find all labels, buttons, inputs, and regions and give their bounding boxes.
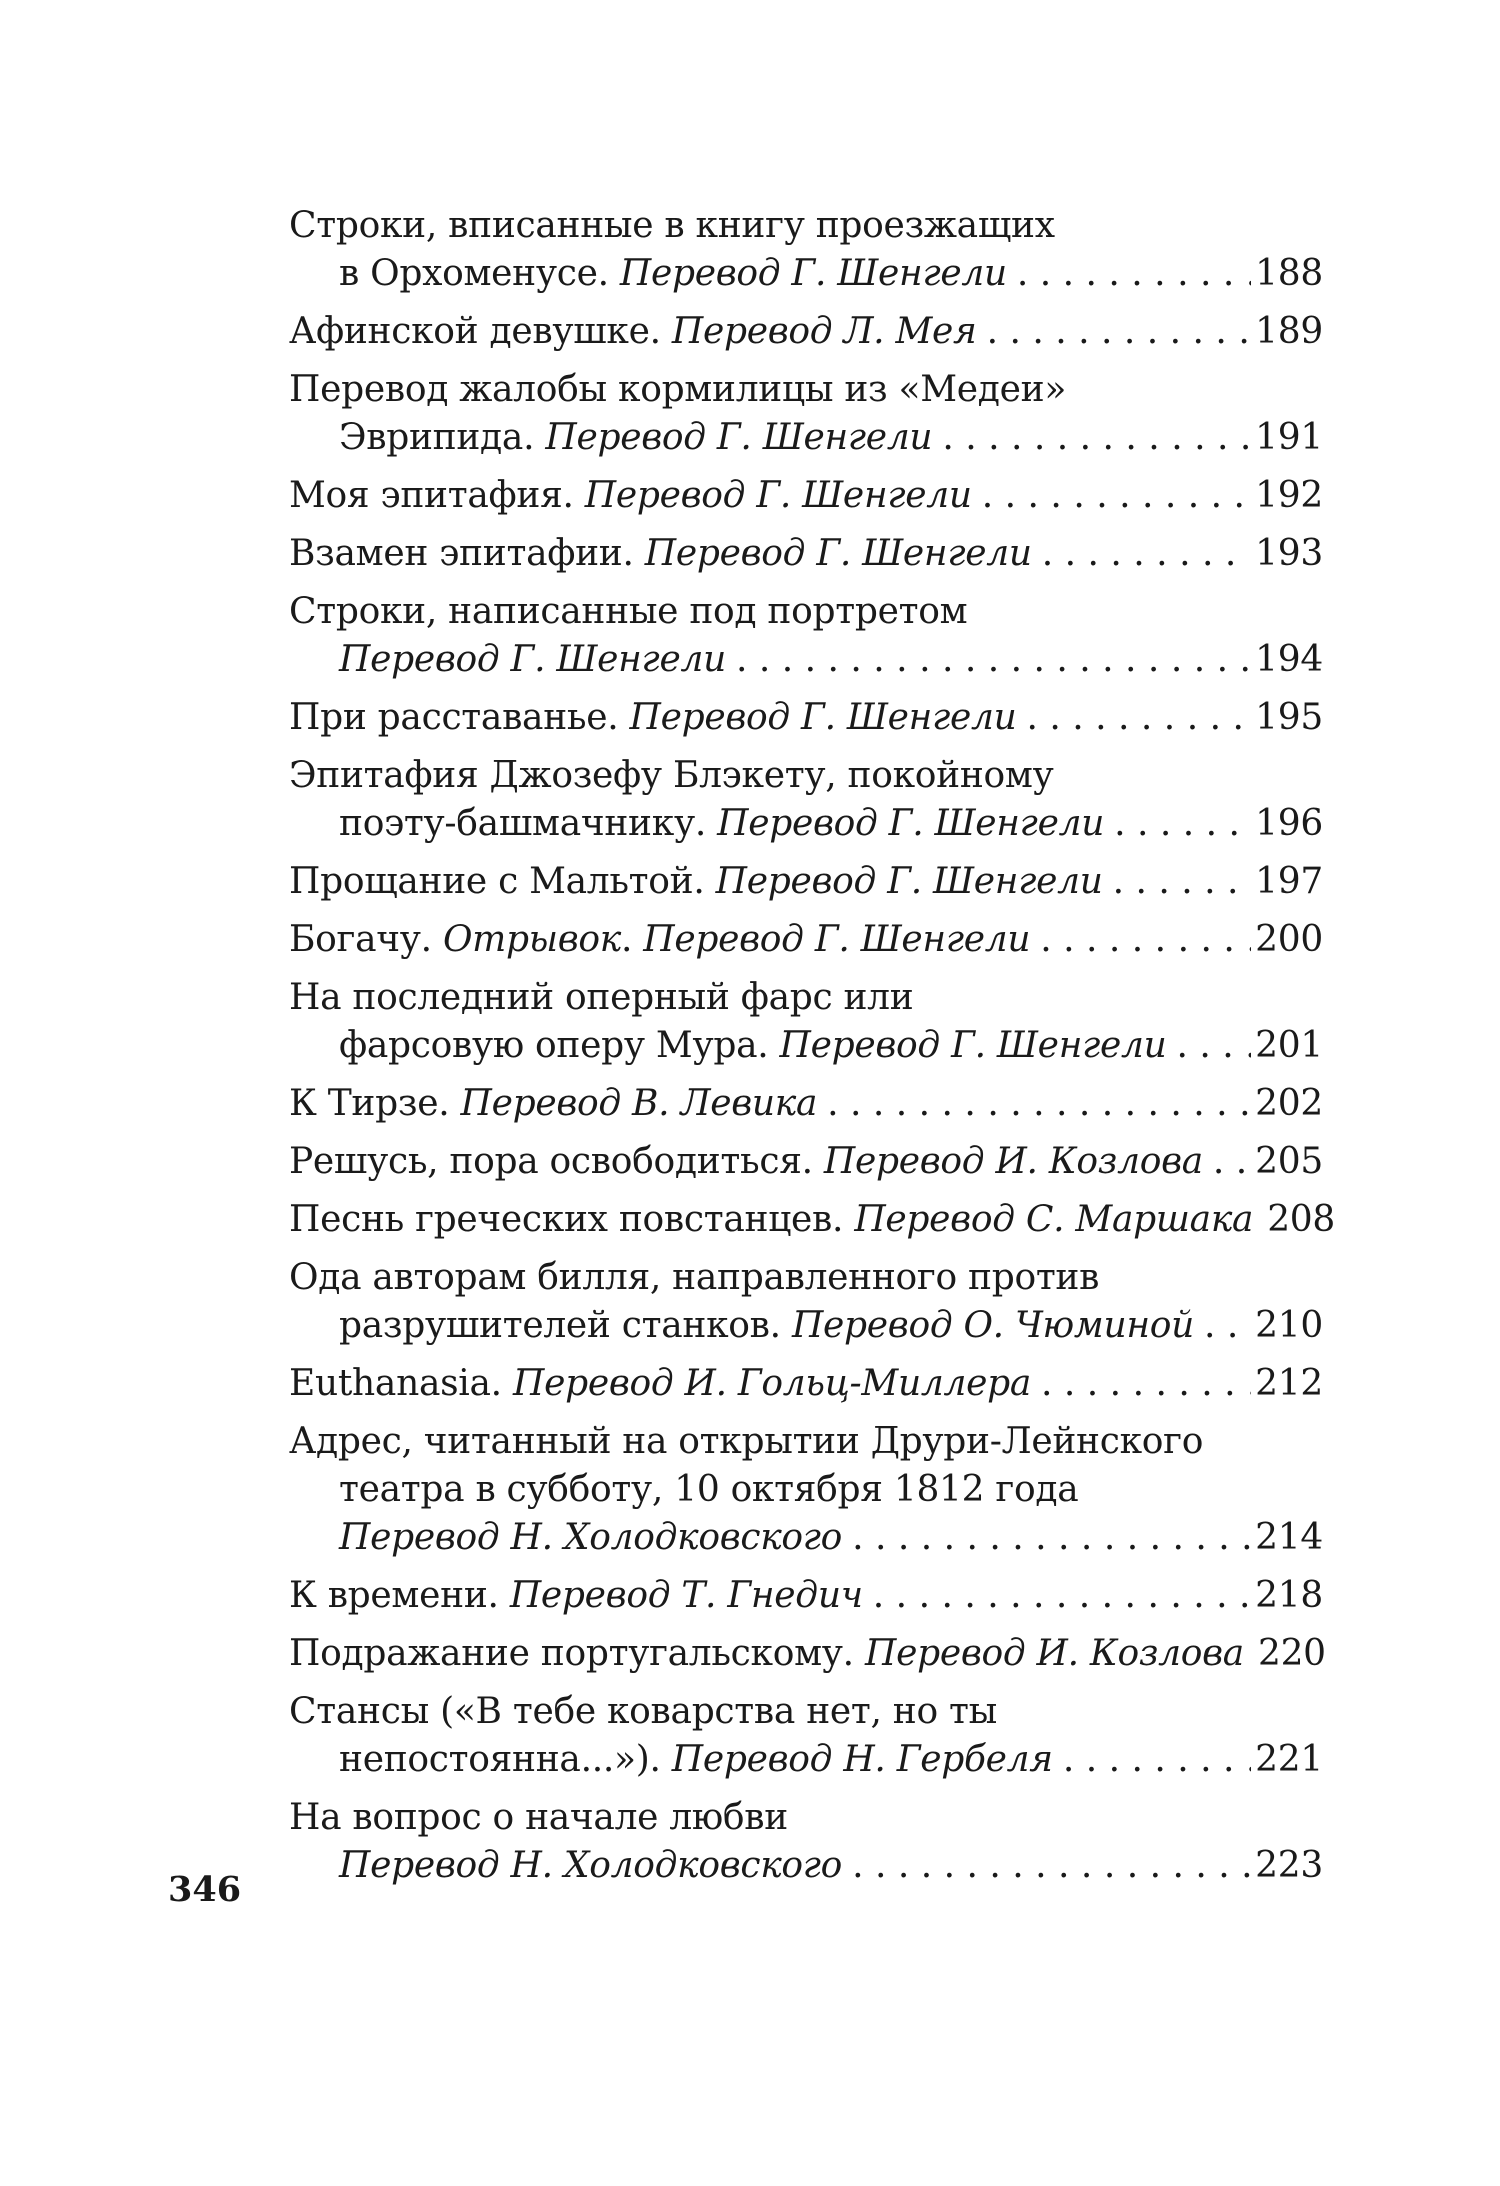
toc-entry-text — [339, 250, 1007, 298]
toc-entry — [289, 530, 1323, 578]
toc-page-number: 201 — [1255, 1025, 1323, 1066]
dot-leader — [1113, 858, 1252, 906]
toc-entry-line — [289, 1360, 1323, 1408]
title-text: Богачу. — [289, 919, 443, 960]
toc-entry-line — [289, 1688, 1323, 1736]
translator-credit: Перевод Н. Холодковского — [339, 1517, 843, 1558]
toc-page-number: 191 — [1255, 417, 1323, 458]
title-text: Адрес, читанный на открытии Друри-Лейнского — [289, 1421, 1204, 1462]
toc-entry-line — [289, 530, 1323, 578]
toc-page-number: 188 — [1255, 253, 1323, 294]
toc-page-number: 202 — [1255, 1083, 1323, 1124]
toc-entry-text — [289, 752, 1054, 800]
toc-entry-line — [289, 974, 1323, 1022]
translator-credit: Перевод И. Гольц-Миллера — [512, 1363, 1032, 1404]
translator-credit: Перевод Н. Холодковского — [339, 1845, 843, 1886]
toc-entry-text — [289, 1688, 997, 1736]
toc-entry — [289, 1080, 1323, 1128]
toc-entry-line — [289, 694, 1323, 742]
toc-entry-line — [289, 916, 1323, 964]
dot-leader — [1114, 800, 1251, 848]
title-text: Ода авторам билля, направленного против — [289, 1257, 1100, 1298]
translator-credit: Перевод И. Козлова — [864, 1633, 1244, 1674]
toc-entry-text — [289, 1630, 1244, 1678]
translator-credit: Перевод Г. Шенгели — [644, 533, 1032, 574]
toc-entry-line — [289, 472, 1323, 520]
translator-credit: Перевод С. Маршака — [854, 1199, 1254, 1240]
toc-entry — [289, 308, 1323, 356]
toc-entry-text — [289, 1418, 1203, 1466]
toc-page-number: 212 — [1255, 1363, 1323, 1404]
toc-entry-line — [289, 1138, 1323, 1186]
toc-entry-text — [289, 366, 1066, 414]
toc-entry-line — [289, 752, 1323, 800]
toc-entry — [289, 1572, 1323, 1620]
translator-credit: Перевод В. Левика — [460, 1083, 818, 1124]
toc-entry-text — [339, 1514, 842, 1562]
toc-entry-line — [289, 858, 1323, 906]
toc-entry-text — [289, 202, 1055, 250]
translator-credit: Отрывок — [442, 919, 621, 960]
translator-credit: Перевод Г. Шенгели — [619, 253, 1007, 294]
title-text: К Тирзе. — [289, 1083, 461, 1124]
toc-page-number: 193 — [1255, 533, 1323, 574]
title-text: На вопрос о начале любви — [289, 1797, 788, 1838]
translator-credit: Перевод Н. Гербеля — [671, 1739, 1053, 1780]
dot-leader — [1213, 1138, 1251, 1186]
toc-entry — [289, 752, 1323, 848]
toc-entry-text — [289, 1794, 788, 1842]
dot-leader — [1041, 1360, 1251, 1408]
toc-entry-line — [289, 1572, 1323, 1620]
toc-entry-line — [289, 414, 1323, 462]
toc-entry-text — [289, 1080, 817, 1128]
toc-entry-text — [339, 1302, 1194, 1350]
toc-entry — [289, 366, 1323, 462]
dot-leader — [873, 1572, 1251, 1620]
toc-entry-line — [289, 1022, 1323, 1070]
toc-entry-line — [289, 1302, 1323, 1350]
toc-entry-line — [289, 1842, 1323, 1890]
toc-entry-line — [289, 1514, 1323, 1562]
title-text: . — [620, 919, 644, 960]
toc-entry-line — [289, 636, 1323, 684]
translator-credit: Перевод Т. Гнедич — [509, 1575, 863, 1616]
title-text: в Орхоменусе. — [339, 253, 620, 294]
toc-page-number: 214 — [1255, 1517, 1323, 1558]
dot-leader — [1017, 250, 1251, 298]
toc-entry — [289, 694, 1323, 742]
title-text: непостоянна...»). — [339, 1739, 672, 1780]
dot-leader — [1177, 1022, 1252, 1070]
dot-leader — [1040, 916, 1251, 964]
toc-entry — [289, 588, 1323, 684]
toc-entry-text — [289, 694, 1016, 742]
toc-entry-text — [289, 1254, 1099, 1302]
toc-entry-text — [289, 1360, 1031, 1408]
dot-leader — [982, 472, 1251, 520]
translator-credit: Перевод Л. Мея — [671, 311, 977, 352]
toc-entry-text — [339, 1736, 1053, 1784]
toc-entry-line — [289, 800, 1323, 848]
title-text: Подражание португальскому. — [289, 1633, 865, 1674]
toc-entry-text — [289, 308, 977, 356]
toc-entry-line — [289, 1630, 1326, 1678]
toc-page-number: 220 — [1257, 1633, 1326, 1674]
toc-page-number: 189 — [1255, 311, 1323, 352]
toc-page-number: 208 — [1267, 1199, 1336, 1240]
toc-entry-text — [289, 530, 1032, 578]
title-text: Решусь, пора освободиться. — [289, 1141, 824, 1182]
toc-entry-line — [289, 1418, 1323, 1466]
toc-entry-text — [339, 1842, 842, 1890]
translator-credit: Перевод И. Козлова — [823, 1141, 1203, 1182]
title-text: Эврипида. — [339, 417, 546, 458]
toc-entry-text — [289, 916, 1030, 964]
toc-entry-line — [289, 1794, 1323, 1842]
toc-entry-line — [289, 1466, 1323, 1514]
title-text: поэту-башмачнику. — [339, 803, 718, 844]
toc-page-number: 223 — [1255, 1845, 1323, 1886]
translator-credit: Перевод Г. Шенгели — [643, 919, 1031, 960]
toc-entry — [289, 1630, 1326, 1678]
toc-entry-text — [289, 588, 967, 636]
toc-page-number: 194 — [1255, 639, 1323, 680]
title-text: Перевод жалобы кормилицы из «Медеи» — [289, 369, 1067, 410]
title-text: Песнь греческих повстанцев. — [289, 1199, 855, 1240]
title-text: Euthanasia. — [289, 1363, 513, 1404]
title-text: фарсовую оперу Мура. — [339, 1025, 780, 1066]
translator-credit: Перевод Г. Шенгели — [715, 861, 1103, 902]
toc-page-number: 192 — [1255, 475, 1323, 516]
toc-page-number: 221 — [1255, 1739, 1323, 1780]
dot-leader — [987, 308, 1252, 356]
dot-leader — [942, 414, 1251, 462]
toc-entry-text — [339, 414, 932, 462]
toc-entry-line — [289, 308, 1323, 356]
table-of-contents — [289, 202, 1336, 1900]
dot-leader — [1026, 694, 1251, 742]
toc-entry-line — [289, 250, 1323, 298]
toc-entry-text — [289, 472, 972, 520]
toc-entry-text — [289, 1196, 1253, 1244]
toc-entry — [289, 858, 1323, 906]
toc-entry — [289, 916, 1323, 964]
title-text: При расставанье. — [289, 697, 630, 738]
translator-credit: Перевод О. Чюминой — [791, 1305, 1194, 1346]
translator-credit: Перевод Г. Шенгели — [717, 803, 1105, 844]
toc-page-number: 200 — [1255, 919, 1323, 960]
translator-credit: Перевод Г. Шенгели — [545, 417, 933, 458]
toc-entry-line — [289, 588, 1323, 636]
toc-page-number: 197 — [1255, 861, 1323, 902]
dot-leader — [736, 636, 1251, 684]
toc-entry — [289, 202, 1323, 298]
toc-entry-line — [289, 1196, 1336, 1244]
page-number: 346 — [168, 1869, 242, 1910]
translator-credit: Перевод Г. Шенгели — [339, 639, 726, 680]
toc-entry — [289, 1418, 1323, 1562]
toc-entry-text — [289, 974, 913, 1022]
title-text: Эпитафия Джозефу Блэкету, покойному — [289, 755, 1054, 796]
dot-leader — [1042, 530, 1251, 578]
toc-entry-text — [339, 800, 1104, 848]
title-text: Строки, вписанные в книгу проезжащих — [289, 205, 1055, 246]
toc-entry-line — [289, 1254, 1323, 1302]
toc-entry-line — [289, 202, 1323, 250]
translator-credit: Перевод Г. Шенгели — [629, 697, 1017, 738]
toc-entry-text — [289, 1572, 863, 1620]
toc-entry-text — [289, 1138, 1203, 1186]
toc-page-number: 210 — [1255, 1305, 1323, 1346]
dot-leader — [852, 1842, 1251, 1890]
toc-entry-text — [339, 1022, 1167, 1070]
toc-entry — [289, 472, 1323, 520]
toc-entry — [289, 1196, 1336, 1244]
translator-credit: Перевод Г. Шенгели — [779, 1025, 1167, 1066]
dot-leader — [827, 1080, 1251, 1128]
toc-entry-line — [289, 1736, 1323, 1784]
title-text: Прощание с Мальтой. — [289, 861, 716, 902]
toc-entry-line — [289, 366, 1323, 414]
title-text: Строки, написанные под портретом — [289, 591, 968, 632]
toc-entry-line — [289, 1080, 1323, 1128]
toc-entry — [289, 1688, 1323, 1784]
toc-page-number: 218 — [1255, 1575, 1323, 1616]
toc-entry-text — [339, 636, 726, 684]
title-text: К времени. — [289, 1575, 510, 1616]
title-text: театра в субботу, 10 октября 1812 года — [339, 1469, 1079, 1510]
title-text: разрушителей станков. — [339, 1305, 792, 1346]
dot-leader — [852, 1514, 1251, 1562]
title-text: На последний оперный фарс или — [289, 977, 914, 1018]
toc-page-number: 195 — [1255, 697, 1323, 738]
translator-credit: Перевод Г. Шенгели — [584, 475, 972, 516]
toc-entry — [289, 974, 1323, 1070]
dot-leader — [1204, 1302, 1251, 1350]
toc-entry — [289, 1138, 1323, 1186]
toc-entry-text — [289, 858, 1103, 906]
dot-leader — [1063, 1736, 1251, 1784]
toc-entry — [289, 1360, 1323, 1408]
title-text: Стансы («В тебе коварства нет, но ты — [289, 1691, 997, 1732]
title-text: Моя эпитафия. — [289, 475, 585, 516]
toc-page-number: 205 — [1255, 1141, 1323, 1182]
toc-entry — [289, 1794, 1323, 1890]
toc-page-number: 196 — [1255, 803, 1323, 844]
toc-entry-text — [339, 1466, 1078, 1514]
toc-entry — [289, 1254, 1323, 1350]
title-text: Взамен эпитафии. — [289, 533, 645, 574]
title-text: Афинской девушке. — [289, 311, 672, 352]
